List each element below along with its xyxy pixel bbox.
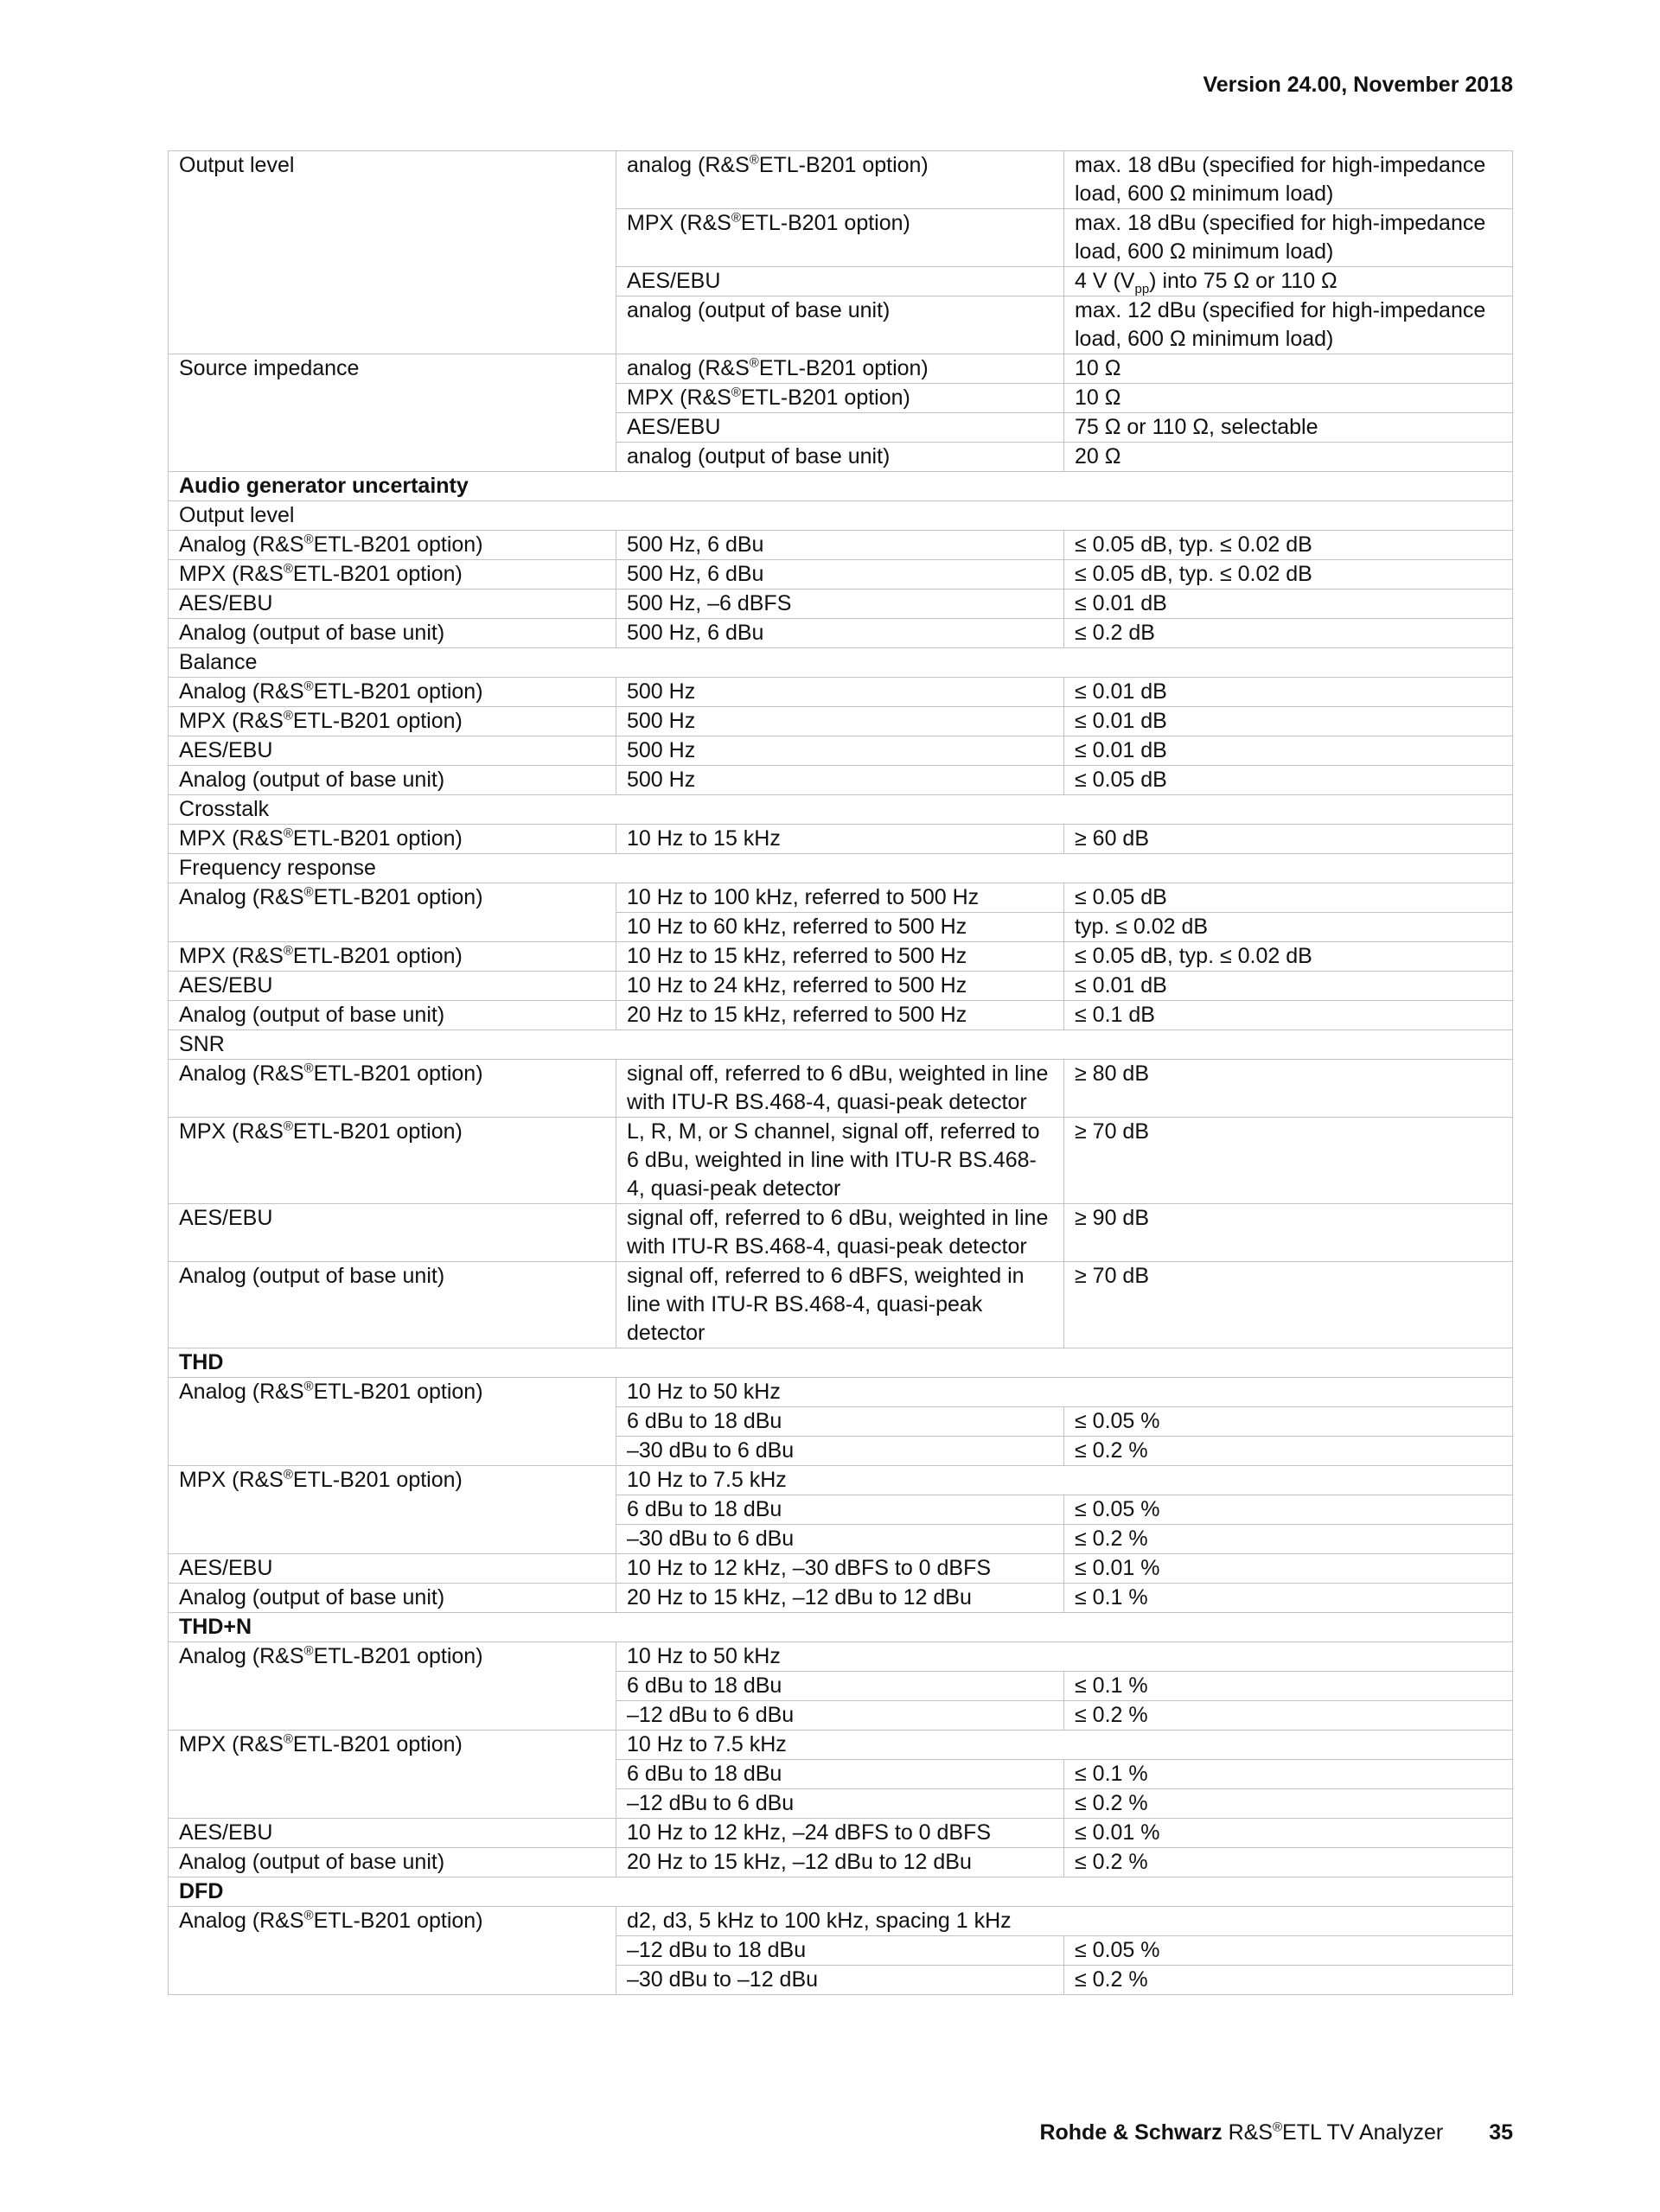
value-cell: ≤ 0.1 % (1064, 1584, 1513, 1613)
table-row (169, 1789, 1513, 1819)
parameter-cell (169, 1701, 616, 1731)
value-cell: ≤ 0.1 dB (1064, 1001, 1513, 1030)
spec-table (168, 150, 1513, 1995)
parameter-cell (169, 296, 616, 354)
condition-cell: 500 Hz (616, 766, 1064, 795)
parameter-cell (169, 1966, 616, 1995)
table-row (169, 707, 1513, 736)
parameter-cell: MPX (R&S®ETL-B201 option) (169, 707, 616, 736)
value-cell: ≥ 70 dB (1064, 1262, 1513, 1348)
section-heading-row (169, 1613, 1513, 1642)
condition-cell: 500 Hz (616, 736, 1064, 766)
table-row (169, 1731, 1513, 1760)
condition-cell: –30 dBu to –12 dBu (616, 1966, 1064, 1995)
condition-cell: 10 Hz to 7.5 kHz (616, 1731, 1513, 1760)
parameter-cell (169, 267, 616, 296)
section-heading: Crosstalk (169, 795, 1513, 825)
value-cell: ≤ 0.05 % (1064, 1495, 1513, 1525)
table-row (169, 972, 1513, 1001)
table-row (169, 151, 1513, 209)
section-heading-row (169, 854, 1513, 883)
table-row (169, 1060, 1513, 1118)
parameter-cell: MPX (R&S®ETL-B201 option) (169, 1466, 616, 1495)
parameter-cell: Analog (R&S®ETL-B201 option) (169, 531, 616, 560)
table-row (169, 1848, 1513, 1877)
condition-cell: 500 Hz, 6 dBu (616, 560, 1064, 590)
parameter-cell: Output level (169, 151, 616, 209)
table-row (169, 883, 1513, 913)
value-cell: ≤ 0.1 % (1064, 1760, 1513, 1789)
section-heading-row (169, 1030, 1513, 1060)
value-cell: ≥ 70 dB (1064, 1118, 1513, 1204)
value-cell: 20 Ω (1064, 443, 1513, 472)
parameter-cell: AES/EBU (169, 972, 616, 1001)
condition-cell: 10 Hz to 24 kHz, referred to 500 Hz (616, 972, 1064, 1001)
table-row (169, 1584, 1513, 1613)
table-row (169, 913, 1513, 942)
parameter-cell: Analog (output of base unit) (169, 1584, 616, 1613)
document-version: Version 24.00, November 2018 (1203, 73, 1513, 97)
table-row (169, 413, 1513, 443)
table-row (169, 1907, 1513, 1936)
condition-cell: AES/EBU (616, 267, 1064, 296)
parameter-cell: Analog (output of base unit) (169, 1262, 616, 1348)
value-cell: max. 18 dBu (specified for high-impedance load, 600 Ω minimum load) (1064, 209, 1513, 267)
condition-cell: 20 Hz to 15 kHz, –12 dBu to 12 dBu (616, 1848, 1064, 1877)
parameter-cell (169, 1407, 616, 1437)
page-footer (1039, 2120, 1513, 2145)
value-cell: 75 Ω or 110 Ω, selectable (1064, 413, 1513, 443)
condition-cell: –12 dBu to 18 dBu (616, 1936, 1064, 1966)
condition-cell: MPX (R&S®ETL-B201 option) (616, 384, 1064, 413)
section-heading-row (169, 1348, 1513, 1378)
parameter-cell (169, 209, 616, 267)
value-cell: typ. ≤ 0.02 dB (1064, 913, 1513, 942)
section-heading: THD+N (169, 1613, 1513, 1642)
value-cell: ≤ 0.01 dB (1064, 736, 1513, 766)
table-row (169, 766, 1513, 795)
condition-cell: 10 Hz to 60 kHz, referred to 500 Hz (616, 913, 1064, 942)
condition-cell: analog (output of base unit) (616, 443, 1064, 472)
table-row (169, 531, 1513, 560)
table-row (169, 1407, 1513, 1437)
condition-cell: 10 Hz to 100 kHz, referred to 500 Hz (616, 883, 1064, 913)
section-heading-row (169, 648, 1513, 678)
parameter-cell: AES/EBU (169, 1819, 616, 1848)
parameter-cell: Analog (R&S®ETL-B201 option) (169, 1060, 616, 1118)
table-row (169, 1819, 1513, 1848)
table-row (169, 1495, 1513, 1525)
condition-cell: 20 Hz to 15 kHz, referred to 500 Hz (616, 1001, 1064, 1030)
condition-cell: 10 Hz to 50 kHz (616, 1642, 1513, 1672)
section-heading-row (169, 472, 1513, 501)
parameter-cell: Analog (output of base unit) (169, 766, 616, 795)
condition-cell: signal off, referred to 6 dBFS, weighted in line with ITU-R BS.468-4, quasi-peak detector (616, 1262, 1064, 1348)
value-cell: ≤ 0.2 % (1064, 1789, 1513, 1819)
value-cell: ≤ 0.2 % (1064, 1701, 1513, 1731)
table-row (169, 384, 1513, 413)
value-cell: ≤ 0.01 dB (1064, 707, 1513, 736)
condition-cell: –12 dBu to 6 dBu (616, 1701, 1064, 1731)
condition-cell: 10 Hz to 12 kHz, –30 dBFS to 0 dBFS (616, 1554, 1064, 1584)
value-cell: ≤ 0.2 % (1064, 1437, 1513, 1466)
parameter-cell: Analog (output of base unit) (169, 1848, 616, 1877)
footer-brand: Rohde & Schwarz (1039, 2120, 1223, 2145)
parameter-cell (169, 1437, 616, 1466)
table-row (169, 590, 1513, 619)
table-row (169, 354, 1513, 384)
condition-cell: –12 dBu to 6 dBu (616, 1789, 1064, 1819)
section-heading: THD (169, 1348, 1513, 1378)
parameter-cell: AES/EBU (169, 736, 616, 766)
parameter-cell: Source impedance (169, 354, 616, 384)
condition-cell: 6 dBu to 18 dBu (616, 1495, 1064, 1525)
value-cell: 4 V $(V_{pp})$ into 75 Ω or 110 Ω (1064, 267, 1513, 296)
section-heading: Frequency response (169, 854, 1513, 883)
table-row (169, 1642, 1513, 1672)
table-row (169, 443, 1513, 472)
parameter-cell (169, 384, 616, 413)
parameter-cell: Analog (R&S®ETL-B201 option) (169, 1642, 616, 1672)
table-row (169, 1378, 1513, 1407)
table-row (169, 1701, 1513, 1731)
value-cell: ≥ 80 dB (1064, 1060, 1513, 1118)
section-heading: DFD (169, 1877, 1513, 1907)
table-row (169, 560, 1513, 590)
section-heading-row (169, 1877, 1513, 1907)
value-cell: ≤ 0.01 % (1064, 1554, 1513, 1584)
table-row (169, 267, 1513, 296)
condition-cell: AES/EBU (616, 413, 1064, 443)
condition-cell: –30 dBu to 6 dBu (616, 1525, 1064, 1554)
value-cell: max. 12 dBu (specified for high-impedance load, 600 Ω minimum load) (1064, 296, 1513, 354)
value-cell: ≤ 0.1 % (1064, 1672, 1513, 1701)
condition-cell: analog (output of base unit) (616, 296, 1064, 354)
value-cell: ≤ 0.05 % (1064, 1936, 1513, 1966)
table-row (169, 1554, 1513, 1584)
parameter-cell (169, 913, 616, 942)
section-heading: Audio generator uncertainty (169, 472, 1513, 501)
parameter-cell: MPX (R&S®ETL-B201 option) (169, 560, 616, 590)
condition-cell: 500 Hz, 6 dBu (616, 619, 1064, 648)
parameter-cell (169, 1760, 616, 1789)
parameter-cell: MPX (R&S®ETL-B201 option) (169, 942, 616, 972)
parameter-cell: MPX (R&S®ETL-B201 option) (169, 1731, 616, 1760)
parameter-cell: Analog (output of base unit) (169, 619, 616, 648)
condition-cell: signal off, referred to 6 dBu, weighted in line with ITU-R BS.468-4, quasi-peak detector (616, 1060, 1064, 1118)
parameter-cell (169, 1525, 616, 1554)
value-cell: ≤ 0.2 dB (1064, 619, 1513, 648)
value-cell: 10 Ω (1064, 354, 1513, 384)
value-cell: ≤ 0.01 % (1064, 1819, 1513, 1848)
condition-cell: 500 Hz (616, 707, 1064, 736)
table-row (169, 1204, 1513, 1262)
value-cell: ≥ 60 dB (1064, 825, 1513, 854)
value-cell: ≤ 0.01 dB (1064, 590, 1513, 619)
section-heading: SNR (169, 1030, 1513, 1060)
value-cell: ≤ 0.05 dB (1064, 766, 1513, 795)
condition-cell: MPX (R&S®ETL-B201 option) (616, 209, 1064, 267)
table-row (169, 1118, 1513, 1204)
parameter-cell: Analog (output of base unit) (169, 1001, 616, 1030)
value-cell: ≥ 90 dB (1064, 1204, 1513, 1262)
condition-cell: 10 Hz to 50 kHz (616, 1378, 1513, 1407)
condition-cell: 500 Hz (616, 678, 1064, 707)
value-cell: ≤ 0.2 % (1064, 1848, 1513, 1877)
condition-cell: analog (R&S®ETL-B201 option) (616, 151, 1064, 209)
parameter-cell (169, 413, 616, 443)
table-row (169, 825, 1513, 854)
table-row (169, 1525, 1513, 1554)
condition-cell: 10 Hz to 7.5 kHz (616, 1466, 1513, 1495)
parameter-cell: Analog (R&S®ETL-B201 option) (169, 883, 616, 913)
section-heading-row (169, 501, 1513, 531)
footer-product: R&S®ETL TV Analyzer (1228, 2120, 1444, 2145)
value-cell: ≤ 0.2 % (1064, 1966, 1513, 1995)
table-row (169, 1262, 1513, 1348)
value-cell: ≤ 0.01 dB (1064, 972, 1513, 1001)
condition-cell: 10 Hz to 15 kHz, referred to 500 Hz (616, 942, 1064, 972)
condition-cell: L, R, M, or S channel, signal off, referred to 6 dBu, weighted in line with ITU-R BS.468-4, quasi-peak detector (616, 1118, 1064, 1204)
page-number: 35 (1489, 2120, 1513, 2145)
value-cell: ≤ 0.05 dB (1064, 883, 1513, 913)
parameter-cell: AES/EBU (169, 590, 616, 619)
table-row (169, 1437, 1513, 1466)
table-row (169, 1760, 1513, 1789)
value-cell: ≤ 0.01 dB (1064, 678, 1513, 707)
table-row (169, 296, 1513, 354)
condition-cell: 10 Hz to 15 kHz (616, 825, 1064, 854)
section-heading: Output level (169, 501, 1513, 531)
table-row (169, 1936, 1513, 1966)
condition-cell: signal off, referred to 6 dBu, weighted in line with ITU-R BS.468-4, quasi-peak detector (616, 1204, 1064, 1262)
condition-cell: analog (R&S®ETL-B201 option) (616, 354, 1064, 384)
value-cell: ≤ 0.2 % (1064, 1525, 1513, 1554)
value-cell: ≤ 0.05 dB, typ. ≤ 0.02 dB (1064, 531, 1513, 560)
parameter-cell: MPX (R&S®ETL-B201 option) (169, 1118, 616, 1204)
condition-cell: 6 dBu to 18 dBu (616, 1672, 1064, 1701)
section-heading: Balance (169, 648, 1513, 678)
condition-cell: 10 Hz to 12 kHz, –24 dBFS to 0 dBFS (616, 1819, 1064, 1848)
parameter-cell: Analog (R&S®ETL-B201 option) (169, 678, 616, 707)
table-row (169, 209, 1513, 267)
parameter-cell: MPX (R&S®ETL-B201 option) (169, 825, 616, 854)
value-cell: ≤ 0.05 % (1064, 1407, 1513, 1437)
parameter-cell (169, 1789, 616, 1819)
table-row (169, 678, 1513, 707)
value-cell: ≤ 0.05 dB, typ. ≤ 0.02 dB (1064, 560, 1513, 590)
parameter-cell: AES/EBU (169, 1204, 616, 1262)
value-cell: 10 Ω (1064, 384, 1513, 413)
condition-cell: 6 dBu to 18 dBu (616, 1760, 1064, 1789)
condition-cell: 500 Hz, 6 dBu (616, 531, 1064, 560)
parameter-cell (169, 1672, 616, 1701)
value-cell: ≤ 0.05 dB, typ. ≤ 0.02 dB (1064, 942, 1513, 972)
parameter-cell (169, 1495, 616, 1525)
condition-cell: 500 Hz, –6 dBFS (616, 590, 1064, 619)
parameter-cell: Analog (R&S®ETL-B201 option) (169, 1378, 616, 1407)
table-row (169, 1966, 1513, 1995)
parameter-cell (169, 1936, 616, 1966)
table-row (169, 1466, 1513, 1495)
parameter-cell: Analog (R&S®ETL-B201 option) (169, 1907, 616, 1936)
table-row (169, 942, 1513, 972)
value-cell: max. 18 dBu (specified for high-impedance load, 600 Ω minimum load) (1064, 151, 1513, 209)
table-row (169, 1672, 1513, 1701)
condition-cell: 20 Hz to 15 kHz, –12 dBu to 12 dBu (616, 1584, 1064, 1613)
condition-cell: d2, d3, 5 kHz to 100 kHz, spacing 1 kHz (616, 1907, 1513, 1936)
condition-cell: –30 dBu to 6 dBu (616, 1437, 1064, 1466)
parameter-cell: AES/EBU (169, 1554, 616, 1584)
table-row (169, 736, 1513, 766)
table-row (169, 619, 1513, 648)
parameter-cell (169, 443, 616, 472)
table-row (169, 1001, 1513, 1030)
section-heading-row (169, 795, 1513, 825)
condition-cell: 6 dBu to 18 dBu (616, 1407, 1064, 1437)
